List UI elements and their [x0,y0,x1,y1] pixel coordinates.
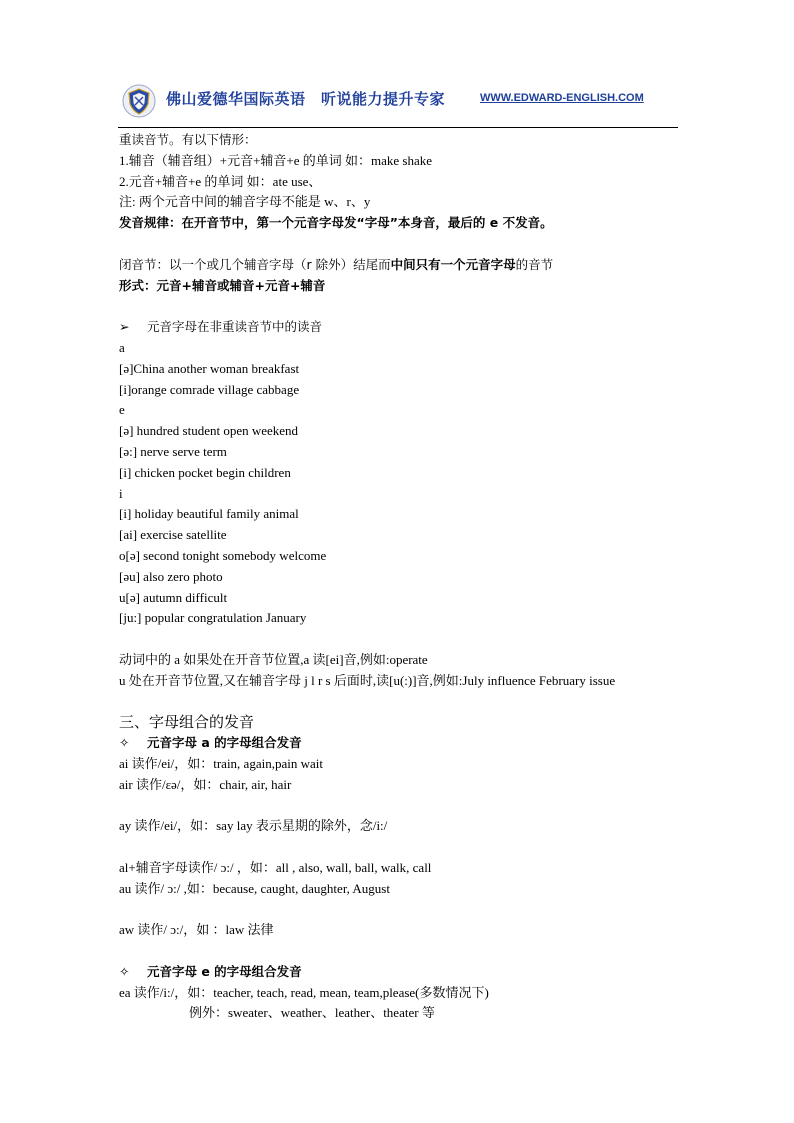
text-line: au 读作/ ɔ:/ ,如：because, caught, daughter, August [119,880,390,896]
text-line: [ju:] popular congratulation January [119,610,307,626]
text-line: 注: 两个元音中间的辅音字母不能是 w、r、y [119,194,371,210]
text-line: [ai] exercise satellite [119,527,227,543]
text-line: a [119,339,125,355]
header-divider [118,127,678,128]
text-line: [ə]China another woman breakfast [119,360,300,376]
blank-line [119,629,699,650]
blank-line [119,296,699,317]
text-line: aw 读作/ ɔ:/，如 ：law 法律 [119,922,274,938]
text-line: u 处在开音节位置,又在辅音字母 j l r s 后面时,读[u(:)]音,例如:July influence February issue [119,672,616,688]
blank-line [119,899,699,920]
text-line: e [119,402,125,418]
blank-line [119,796,699,817]
text-line [119,255,699,276]
text-line: [ə] hundred student open weekend [119,423,299,439]
text-line: u[ə] autumn difficult [119,589,228,605]
subsection-title: 元音字母 e 的字母组合发音 [147,963,302,979]
closed-syllable-emphasis: 中间只有一个元音字母 [390,256,516,272]
blank-line [119,837,699,858]
text-line: 1.辅音（辅音组）+元音+辅音+e 的单词 如：make shake [119,152,433,168]
text-line: 重读音节。有以下情形： [119,132,257,147]
subsection-heading [119,733,699,754]
text-line: 动词中的 a 如果处在开音节位置,a 读[ei]音,例如:operate [119,651,428,667]
school-crest-logo [122,84,156,118]
rule-statement: 发音规律：在开音节中，第一个元音字母发“字母”本身音，最后的 e 不发音。 [119,215,553,231]
text-line: al+辅音字母读作/ ɔ:/ ，如：all , also, wall, ball, walk, call [119,859,432,875]
text-line: [i] holiday beautiful family animal [119,506,299,522]
text-line: [ə:] nerve serve term [119,443,227,459]
text-line: o[ə] second tonight somebody welcome [119,547,327,563]
section-heading: 三、字母组合的发音 [119,713,255,732]
closed-syllable-text: 闭音节：以一个或几个辅音字母（r 除外）结尾而 [119,256,391,272]
text-line: ai 读作/ei/，如：train, again,pain wait [119,755,323,771]
section-bullet [119,317,699,338]
text-line: ea 读作/i:/，如：teacher, teach, read, mean, team,please(多数情况下) [119,984,489,1000]
blank-line [119,941,699,962]
text-line: [əu] also zero photo [119,568,223,584]
document-body [119,130,699,1024]
subsection-heading [119,962,699,983]
blank-line [119,692,699,713]
website-link[interactable]: WWW.EDWARD-ENGLISH.COM [480,92,644,104]
page-header [118,80,678,126]
text-line: [i]orange comrade village cabbage [119,381,300,397]
text-line: [i] chicken pocket begin children [119,464,291,480]
text-line: air 读作/εə/，如：chair, air, hair [119,776,292,792]
diamond-bullet-icon: ✧ [119,963,130,979]
text-line: i [119,485,123,501]
diamond-bullet-icon: ✧ [119,735,130,751]
blank-line [119,234,699,255]
closed-syllable-end: 的音节 [515,256,554,272]
arrow-bullet-icon: ➢ [119,319,130,335]
brand-title: 佛山爱德华国际英语 听说能力提升专家 [166,90,446,108]
text-line: ay 读作/ei/，如：say lay 表示星期的除外，念/i:/ [119,818,388,834]
bullet-text: 元音字母在非重读音节中的读音 [147,319,323,335]
text-line: 例外：sweater、weather、leather、theater 等 [189,1005,435,1021]
text-line: 2.元音+辅音+e 的单词 如：ate use、 [119,173,322,189]
subsection-title: 元音字母 a 的字母组合发音 [147,735,302,751]
form-statement: 形式：元音+辅音或辅音+元音+辅音 [119,277,326,293]
